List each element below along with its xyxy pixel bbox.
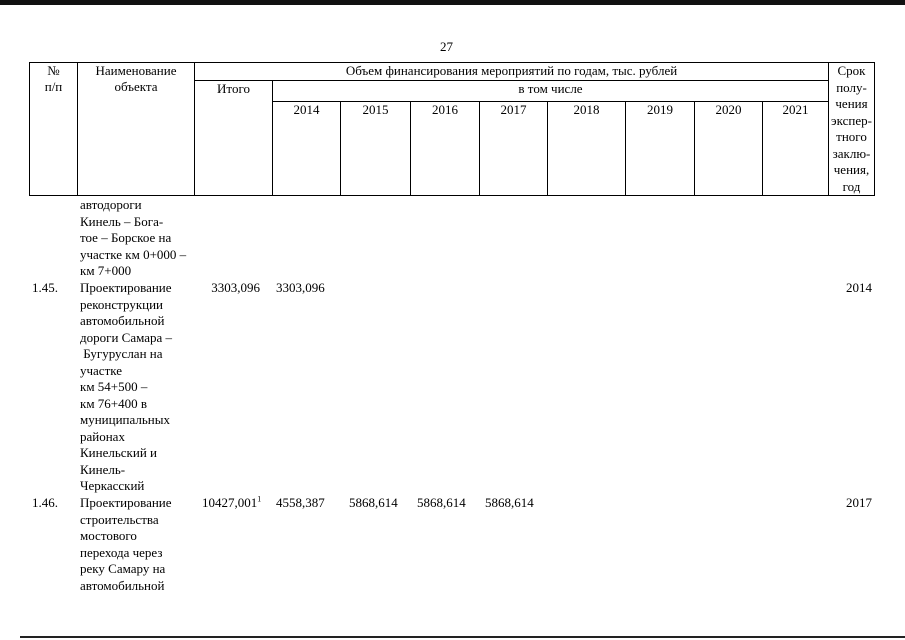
header-year: 2019 (626, 102, 695, 196)
scan-top-border (0, 0, 905, 5)
header-year: 2017 (480, 102, 548, 196)
scan-bottom-rule (20, 636, 905, 638)
row-number: 1.45. (32, 280, 58, 295)
header-year: 2015 (341, 102, 411, 196)
page-number: 27 (440, 39, 453, 54)
row-total: 3303,096 (211, 280, 260, 295)
row-value-2017: 5868,614 (485, 495, 534, 510)
header-year: 2014 (273, 102, 341, 196)
header-year: 2016 (411, 102, 480, 196)
header-term: Срок полу- чения экспер- тного заклю- чения, год (829, 63, 875, 196)
header-year: 2020 (695, 102, 763, 196)
row-value-2014: 4558,387 (276, 495, 325, 510)
row-term: 2017 (846, 495, 872, 510)
header-name: Наименование объекта (78, 63, 195, 196)
continuation-text: автодороги Кинель – Бога- тое – Борское на участке км 0+000 – км 7+000 (80, 197, 187, 278)
table-header (29, 62, 875, 196)
row-value-2016: 5868,614 (417, 495, 466, 510)
row-object-name: Проектирование реконструкции автомобильной дороги Самара – Бугуруслан на участке км 54+500 – км 76+400 в муниципальных районах Кинельский и Кинель- Черкасский (80, 280, 173, 493)
header-year: 2021 (763, 102, 829, 196)
header-total: Итого (195, 81, 273, 196)
row-value-2015: 5868,614 (349, 495, 398, 510)
header-num: № п/п (30, 63, 78, 196)
header-volume: Объем финансирования мероприятий по годам, тыс. рублей (195, 63, 829, 81)
row-number: 1.46. (32, 495, 58, 510)
header-incl: в том числе (273, 81, 829, 102)
row-term: 2014 (846, 280, 872, 295)
footnote-marker: 1 (257, 494, 262, 504)
row-object-name: Проектирование строительства мостового перехода через реку Самару на автомобильной (80, 495, 172, 593)
row-total: 10427,001$^1$ (202, 494, 262, 510)
header-year: 2018 (548, 102, 626, 196)
row-value-2014: 3303,096 (276, 280, 325, 295)
